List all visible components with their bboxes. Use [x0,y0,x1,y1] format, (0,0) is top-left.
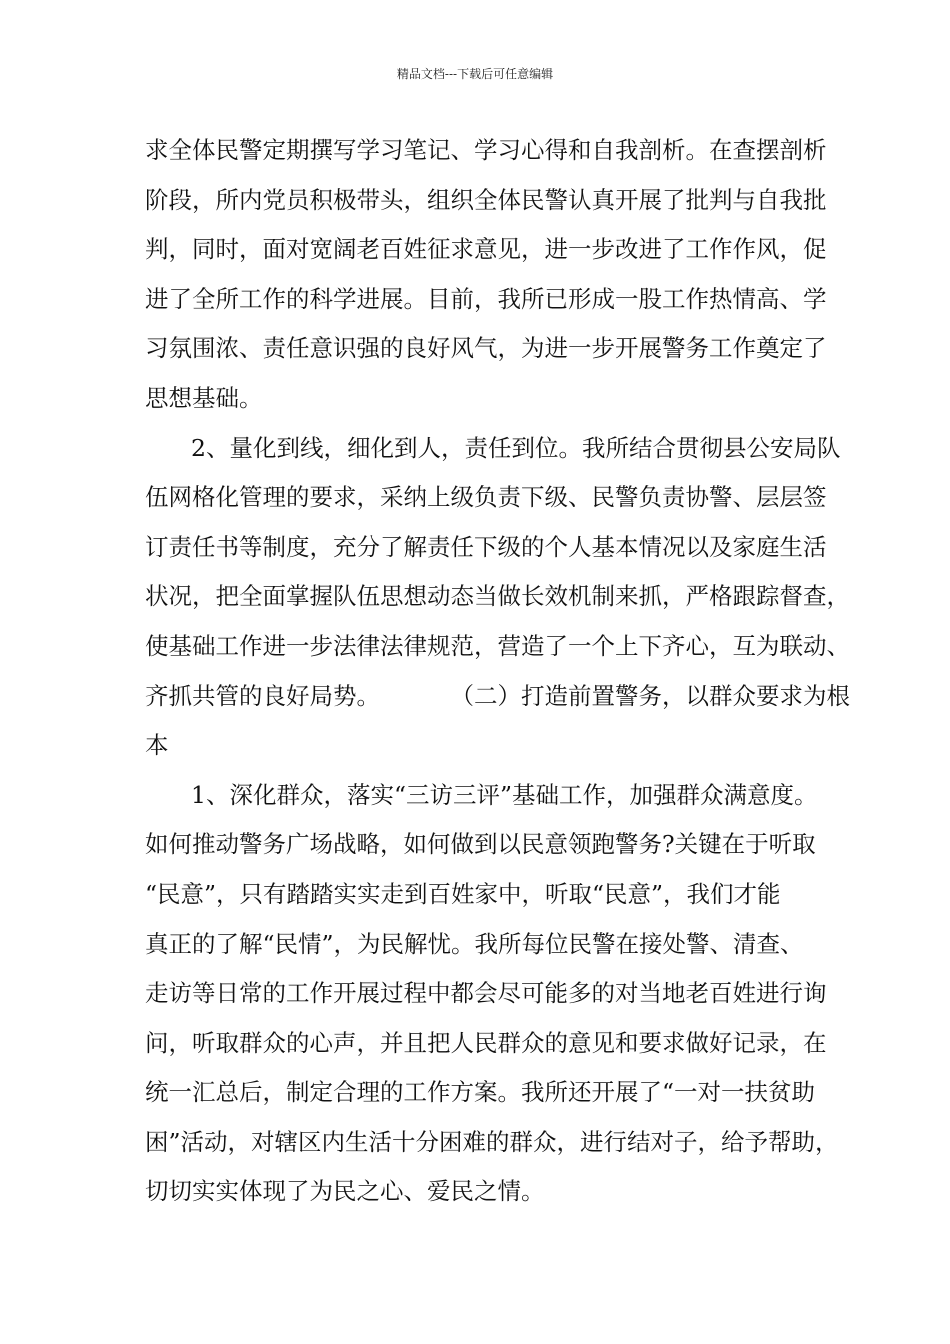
paragraph-start-line: 2、量化到线，细化到人，责任到位。我所结合贯彻县公安局队 [191,433,841,462]
text-line: 真正的了解“民情”，为民解忧。我所每位民警在接处警、清查、 [145,929,804,958]
page-header: 精品文档---下载后可任意编辑 [396,67,554,81]
text-line: 状况，把全面掌握队伍思想动态当做长效机制来抓，严格跟踪督查， [145,582,850,611]
text-line: 判，同时，面对宽阔老百姓征求意见，进一步改进了工作作风，促 [145,235,827,264]
text-line: 统一汇总后，制定合理的工作方案。我所还开展了“一对一扶贫助 [145,1078,816,1107]
paragraph-start-line: 1、深化群众，落实“三访三评”基础工作，加强群众满意度。 [191,780,818,809]
text-line: 订责任书等制度，充分了解责任下级的个人基本情况以及家庭生活 [145,532,827,561]
text-line: 进了全所工作的科学进展。目前，我所已形成一股工作热情高、学 [145,284,827,313]
text-line: 齐抓共管的良好局势。 （二）打造前置警务，以群众要求为根 [145,681,850,710]
text-line: 习氛围浓、责任意识强的良好风气，为进一步开展警务工作奠定了 [145,334,827,363]
text-line: 本 [145,731,169,760]
document-body [145,126,850,1217]
text-line: 切切实实体现了为民之心、爱民之情。 [145,1177,545,1206]
text-line: 问，听取群众的心声，并且把人民群众的意见和要求做好记录，在 [145,1028,827,1057]
text-line: 求全体民警定期撰写学习笔记、学习心得和自我剖析。在查摆剖析 [145,136,827,164]
text-line: 伍网格化管理的要求，采纳上级负责下级、民警负责协警、层层签 [145,483,827,512]
text-line: 使基础工作进一步法律法律规范，营造了一个上下齐心，互为联动、 [145,631,850,660]
text-line: 思想基础。 [145,383,263,412]
text-line: 阶段，所内党员积极带头，组织全体民警认真开展了批判与自我批 [145,185,827,214]
text-line: 如何推动警务广场战略，如何做到以民意领跑警务?关键在于听取 [145,830,816,859]
text-line: “民意”，只有踏踏实实走到百姓家中，听取“民意”，我们才能 [145,879,781,908]
text-line: 走访等日常的工作开展过程中都会尽可能多的对当地老百姓进行询 [145,979,827,1008]
text-line: 困”活动，对辖区内生活十分困难的群众，进行结对子，给予帮助， [145,1127,839,1156]
